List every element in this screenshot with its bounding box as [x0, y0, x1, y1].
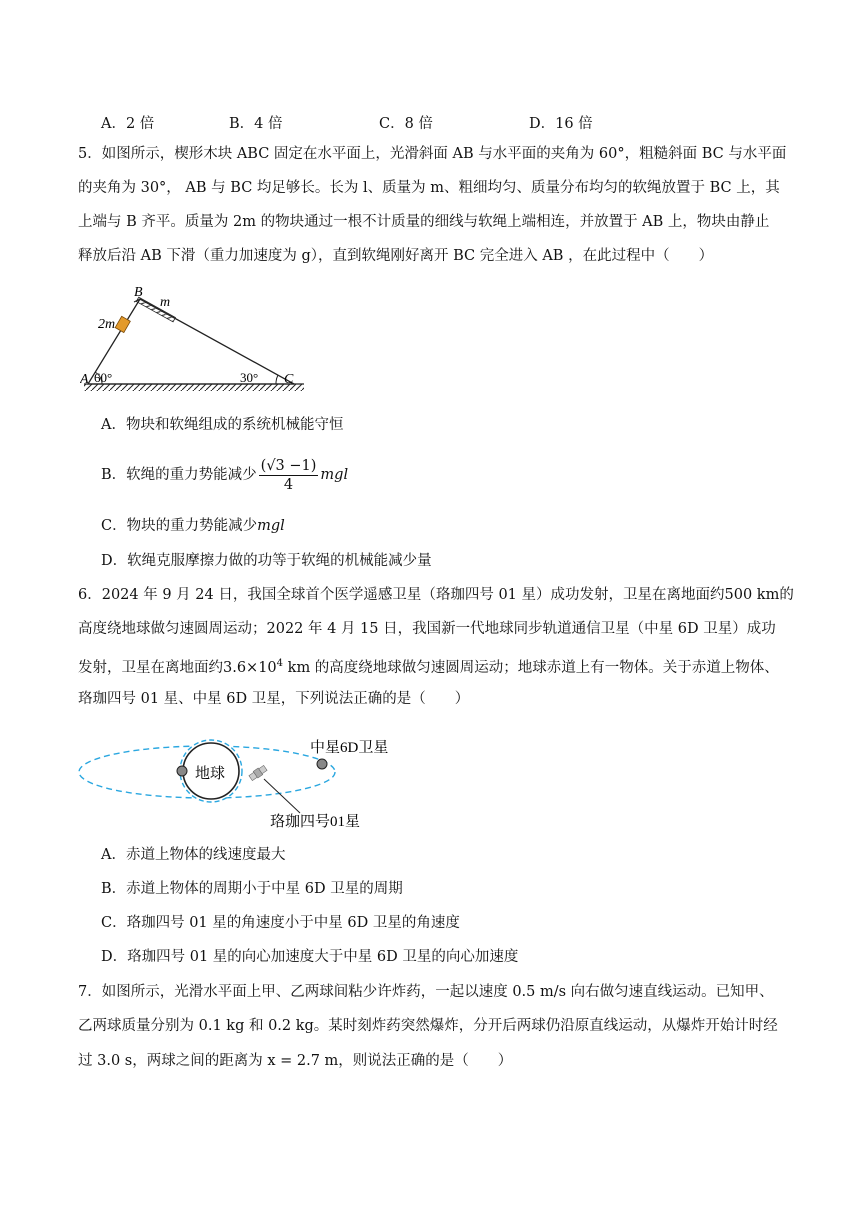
choice-c: C．8 倍: [379, 116, 433, 132]
q5-option-a: A．物块和软绳组成的系统机械能守恒: [101, 417, 344, 433]
angle-C-label: 30°: [240, 370, 259, 385]
geo-satellite-icon: [317, 759, 327, 769]
label-B: B: [134, 285, 143, 300]
geo-satellite-label: 中星6D卫星: [310, 740, 389, 756]
label-A: A: [80, 372, 89, 387]
label-C: C: [284, 372, 294, 387]
q6-line3-c: km 的高度绕地球做匀速圆周运动；地球赤道上有一物体。关于赤道上物体、: [283, 659, 779, 676]
fraction-denominator: 4: [283, 476, 294, 493]
q6-option-d: D．珞珈四号 01 星的向心加速度大于中星 6D 卫星的向心加速度: [101, 949, 519, 965]
q6-option-c: C．珞珈四号 01 星的角速度小于中星 6D 卫星的角速度: [101, 915, 460, 931]
q6-text-line: [78, 654, 779, 678]
earth-label: 地球: [195, 766, 226, 782]
q5-option-d: D．软绳克服摩擦力做的功等于软绳的机械能减少量: [101, 553, 432, 569]
q6-option-b: B．赤道上物体的周期小于中星 6D 卫星的周期: [101, 881, 403, 897]
q5-option-b-prefix: B．软绳的重力势能减少: [101, 467, 257, 483]
q6-line1-a: 6．2024 年 9 月 24 日，我国全球首个医学遥感卫星（珞珈四号 01 星）成功发射，卫星在离地面约: [78, 587, 725, 603]
q5-option-c-prefix: C．物块的重力势能减少: [101, 518, 258, 534]
wedge-figure: [80, 282, 310, 396]
q6-line3-b: 3.6×10: [223, 659, 277, 676]
q5-text-line: 上端与 B 齐平。质量为 2m 的物块通过一根不计质量的细线与软绳上端相连，并放置于 AB 上，物块由静止: [78, 214, 770, 230]
q6-text-line: 珞珈四号 01 星、中星 6D 卫星，下列说法正确的是（ ）: [78, 691, 470, 707]
q5-option-c: [101, 516, 285, 536]
satellite-icon: [248, 765, 267, 782]
q6-option-a: A．赤道上物体的线速度最大: [101, 847, 286, 863]
fraction: [259, 457, 319, 494]
q6-line3-a: 发射，卫星在离地面约: [78, 659, 223, 676]
angle-A-label: 60°: [94, 370, 113, 385]
q6-text-line: [78, 585, 794, 605]
q5-option-c-suffix: mgl: [257, 518, 285, 534]
q6-line1-c: 的: [779, 587, 794, 603]
q5-text-line: 释放后沿 AB 下滑（重力加速度为 g），直到软绳刚好离开 BC 完全进入 AB ，在此过程中（ ）: [78, 248, 714, 264]
fraction-numerator: (√3 −1): [260, 457, 317, 474]
q7-text-line: 乙两球质量分别为 0.1 kg 和 0.2 kg。某时刻炸药突然爆炸，分开后两球仍沿原直线运动，从爆炸开始计时经: [78, 1018, 778, 1034]
q5-text-line: 5．如图所示，楔形木块 ABC 固定在水平面上，光滑斜面 AB 与水平面的夹角为 60°，粗糙斜面 BC 与水平面: [78, 146, 787, 162]
choice-a: A．2 倍: [101, 116, 155, 132]
q6-line1-b: 500 km: [724, 587, 780, 603]
q7-text-line: 7．如图所示，光滑水平面上甲、乙两球间粘少许炸药，一起以速度 0.5 m/s 向右做匀速直线运动。已知甲、: [78, 984, 774, 1000]
orbit-figure: [78, 727, 398, 831]
q7-text-line: 过 3.0 s，两球之间的距离为 x = 2.7 m，则说法正确的是（ ）: [78, 1053, 513, 1069]
q6-line3-exp: 4: [276, 658, 284, 669]
q5-option-b-suffix: mgl: [320, 467, 349, 483]
q5-text-line: 的夹角为 30°， AB 与 BC 均足够长。长为 l、质量为 m、粗细均匀、质量分布均匀的软绳放置于 BC 上，其: [78, 180, 780, 196]
choice-d: D．16 倍: [529, 116, 593, 132]
q5-option-b: [101, 456, 348, 494]
label-m: m: [160, 295, 171, 310]
choice-b: B．4 倍: [229, 116, 283, 132]
label-2m: 2m: [98, 317, 116, 332]
q6-text-line: 高度绕地球做匀速圆周运动；2022 年 4 月 15 日，我国新一代地球同步轨道通信卫星（中星 6D 卫星）成功: [78, 621, 776, 637]
previous-question-choices: [101, 112, 701, 132]
luojia-satellite-label: 珞珈四号01星: [270, 814, 361, 830]
equator-object-icon: [177, 766, 187, 776]
